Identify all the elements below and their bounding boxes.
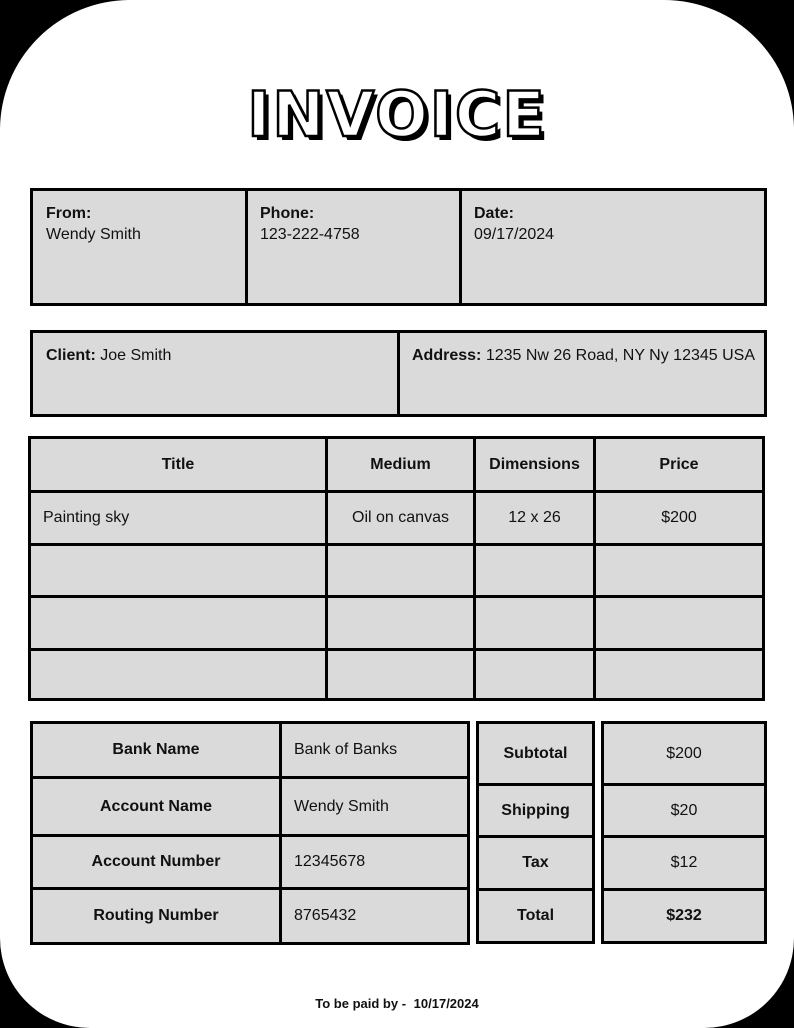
column-header-price: Price <box>659 455 699 473</box>
date-label: Date: <box>474 205 515 222</box>
client-info-box <box>30 330 767 417</box>
payment-due-date: 10/17/2024 <box>413 996 479 1011</box>
account-number-value: 12345678 <box>294 853 366 870</box>
from-label: From: <box>46 205 92 222</box>
address-label: Address: <box>412 347 482 364</box>
client-value: Joe Smith <box>100 347 172 364</box>
bank-name-label: Bank Name <box>112 741 200 758</box>
date-value: 09/17/2024 <box>474 226 555 243</box>
from-value: Wendy Smith <box>46 226 141 243</box>
tax-label: Tax <box>522 854 549 871</box>
items-table <box>28 436 765 701</box>
column-header-dimensions: Dimensions <box>489 455 580 473</box>
date-field <box>474 205 754 244</box>
item-title: Painting sky <box>43 509 130 526</box>
address-field <box>412 347 762 365</box>
shipping-label: Shipping <box>501 801 570 819</box>
item-price: $200 <box>661 509 697 526</box>
client-field <box>46 347 391 365</box>
item-medium: Oil on canvas <box>352 509 449 526</box>
total-label: Total <box>516 907 555 924</box>
bank-name-value: Bank of Banks <box>294 741 398 758</box>
shipping-value: $20 <box>670 801 698 819</box>
account-name-label: Account Name <box>99 797 213 815</box>
address-value: 1235 Nw 26 Road, NY Ny 12345 USA <box>485 347 756 364</box>
phone-value: 123-222-4758 <box>260 226 360 243</box>
phone-field <box>260 205 455 244</box>
totals-labels-column <box>476 721 595 944</box>
account-number-label: Account Number <box>91 853 221 870</box>
account-name-value: Wendy Smith <box>294 797 389 815</box>
item-dimensions: 12 x 26 <box>508 509 561 526</box>
bank-details-table <box>30 721 470 945</box>
subtotal-label: Subtotal <box>503 744 568 762</box>
phone-label: Phone: <box>260 205 315 222</box>
sender-info-box <box>30 188 767 306</box>
tax-value: $12 <box>670 854 698 871</box>
routing-number-label: Routing Number <box>93 907 219 924</box>
total-value: $232 <box>666 907 702 924</box>
from-field <box>46 205 241 244</box>
totals-values-column <box>601 721 767 944</box>
subtotal-value: $200 <box>666 744 702 762</box>
client-label: Client: <box>46 347 96 364</box>
payment-due-note <box>0 996 794 1011</box>
column-header-medium: Medium <box>370 455 431 473</box>
routing-number-value: 8765432 <box>294 907 357 924</box>
invoice-title: INVOICE <box>247 78 547 151</box>
column-header-title: Title <box>161 455 195 473</box>
payment-due-label: To be paid by - <box>315 996 407 1011</box>
